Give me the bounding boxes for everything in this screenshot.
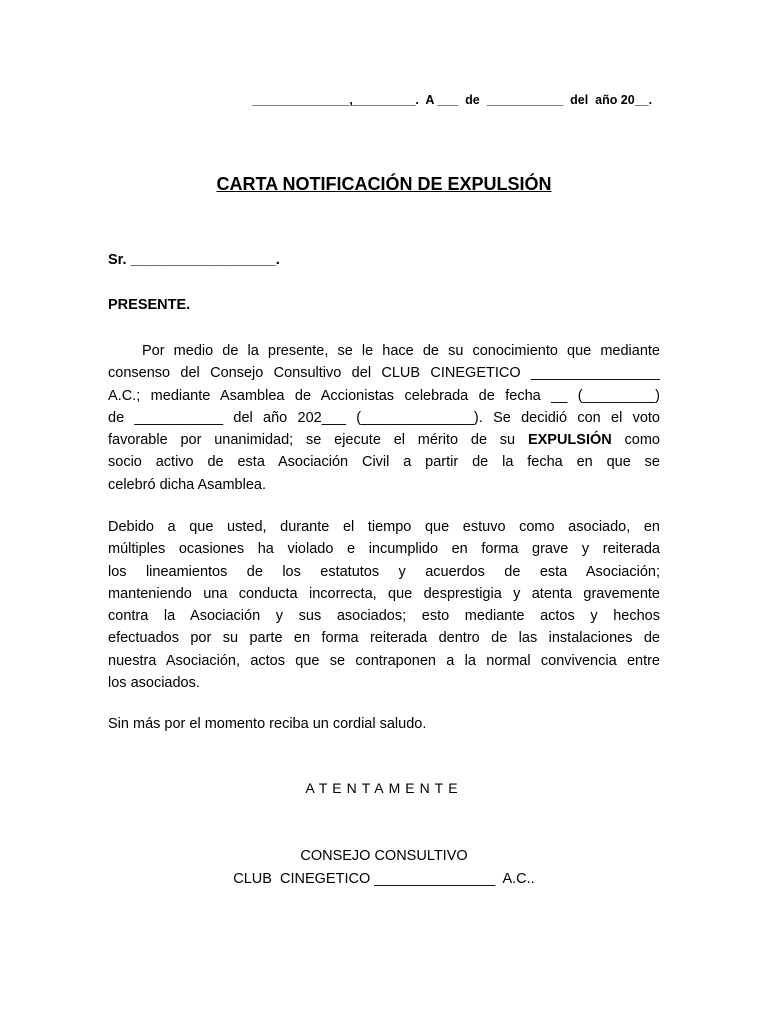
paragraph-reasons	[108, 516, 660, 694]
paragraph-line: los asociados.	[108, 675, 200, 692]
paragraph-line: A.C.; mediante Asamblea de Accionistas celebrada de fecha __ (_________)	[108, 387, 660, 404]
paragraph-line: Por medio de la presente, se le hace de su conocimiento que mediante	[142, 343, 660, 359]
date-line: ______________,_________. A ___ de ___________ del año 20__.	[252, 93, 653, 107]
paragraph-line: socio activo de esta Asociación Civil a partir de la fecha en que se	[108, 454, 660, 471]
paragraph-line: nuestra Asociación, actos que se contraponen a la normal convivencia entre	[108, 652, 660, 669]
expulsion-keyword: EXPULSIÓN	[527, 432, 612, 449]
paragraph-line: de ___________ del año 202___ (______________). Se decidió con el voto	[108, 409, 660, 426]
paragraph-line	[108, 429, 660, 451]
recipient-line: Sr. __________________.	[108, 252, 280, 268]
letter-title: CARTA NOTIFICACIÓN DE EXPULSIÓN	[216, 174, 552, 194]
line-text: como	[611, 432, 660, 449]
paragraph-notification	[108, 340, 660, 496]
atentamente-heading: ATENTAMENTE	[305, 780, 463, 796]
paragraph-line: los lineamientos de los estatutos y acuerdos de esta Asociación;	[108, 563, 660, 580]
paragraph-line: manteniendo una conducta incorrecta, que desprestigia y atenta gravemente	[108, 585, 660, 602]
paragraph-line: contra la Asociación y sus asociados; esto mediante actos y hechos	[108, 608, 660, 625]
paragraph-line: Debido a que usted, durante el tiempo que estuvo como asociado, en	[108, 519, 660, 535]
presente-heading: PRESENTE.	[108, 297, 191, 313]
paragraph-line: celebró dicha Asamblea.	[108, 476, 266, 493]
line-text: favorable por unanimidad; se ejecute el mérito de su	[108, 432, 528, 449]
paragraph-line: consenso del Consejo Consultivo del CLUB CINEGETICO ________________	[108, 365, 660, 382]
paragraph-line: efectuados por su parte en forma reiterada dentro de las instalaciones de	[108, 630, 660, 647]
signature-club: CLUB CINEGETICO _______________ A.C..	[233, 871, 535, 887]
paragraph-line: múltiples ocasiones ha violado e incumplido en forma grave y reiterada	[108, 541, 660, 558]
signature-council: CONSEJO CONSULTIVO	[300, 848, 468, 864]
closing-greeting: Sin más por el momento reciba un cordial saludo.	[108, 716, 427, 732]
